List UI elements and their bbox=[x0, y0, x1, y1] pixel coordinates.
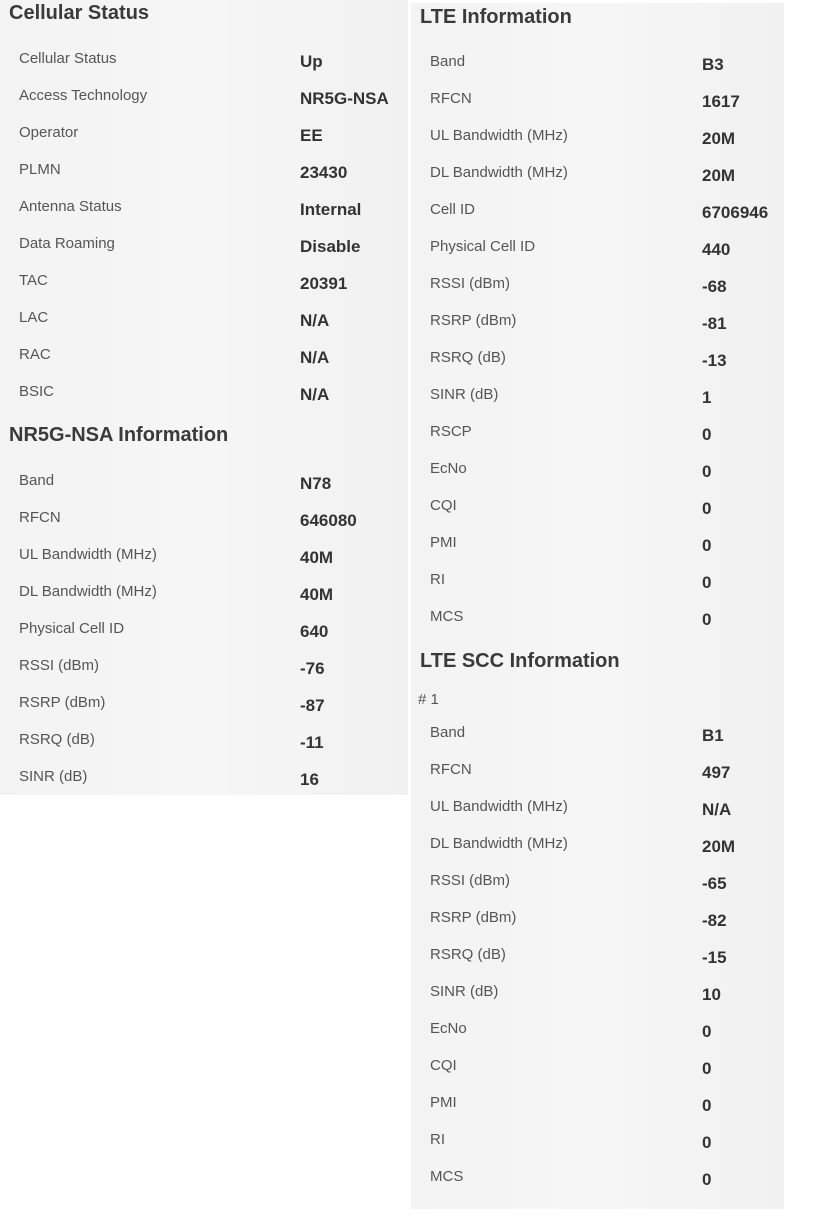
table-row bbox=[411, 983, 784, 1020]
table-row bbox=[0, 472, 408, 509]
row-value: 0 bbox=[702, 1096, 712, 1115]
row-value: Internal bbox=[300, 200, 362, 219]
row-label: UL Bandwidth (MHz) bbox=[19, 546, 157, 563]
table-row bbox=[411, 1057, 784, 1094]
row-label: RI bbox=[430, 571, 445, 588]
row-value: 16 bbox=[300, 770, 319, 789]
table-row bbox=[411, 164, 784, 201]
row-label: RSRQ (dB) bbox=[430, 946, 506, 963]
row-value: NR5G-NSA bbox=[300, 89, 389, 108]
row-value: -11 bbox=[300, 733, 324, 752]
row-value: 0 bbox=[702, 1059, 712, 1078]
table-row bbox=[411, 571, 784, 608]
row-value: Disable bbox=[300, 237, 361, 256]
table-row bbox=[0, 346, 408, 383]
row-label: Physical Cell ID bbox=[430, 238, 536, 255]
table-row bbox=[0, 87, 408, 124]
row-label: Access Technology bbox=[19, 87, 148, 104]
row-label: SINR (dB) bbox=[430, 983, 499, 1000]
row-value: 10 bbox=[702, 985, 721, 1004]
table-row bbox=[411, 312, 784, 349]
table-row bbox=[411, 608, 784, 645]
row-label: BSIC bbox=[19, 383, 55, 400]
row-label: RSSI (dBm) bbox=[430, 872, 511, 889]
table-row bbox=[411, 275, 784, 312]
row-label: TAC bbox=[19, 272, 48, 289]
row-label: Band bbox=[430, 53, 466, 70]
table-row bbox=[411, 946, 784, 983]
right-status-panel bbox=[411, 3, 784, 1209]
cellular-status-title: Cellular Status bbox=[9, 2, 150, 24]
row-label: Band bbox=[19, 472, 55, 489]
row-value: 1 bbox=[702, 388, 712, 407]
row-value: N/A bbox=[300, 311, 330, 330]
row-label: LAC bbox=[19, 309, 49, 326]
row-label: CQI bbox=[430, 1057, 457, 1074]
row-value: 20391 bbox=[300, 274, 348, 293]
row-value: 6706946 bbox=[702, 203, 769, 222]
row-value: N78 bbox=[300, 474, 332, 493]
row-label: RFCN bbox=[430, 90, 472, 107]
table-row bbox=[0, 198, 408, 235]
row-label: Cell ID bbox=[430, 201, 476, 218]
row-label: Antenna Status bbox=[19, 198, 122, 215]
row-value: 0 bbox=[702, 499, 712, 518]
row-label: Cellular Status bbox=[19, 50, 117, 67]
row-label: DL Bandwidth (MHz) bbox=[430, 164, 568, 181]
row-value: B3 bbox=[702, 55, 724, 74]
row-label: PMI bbox=[430, 534, 457, 551]
row-label: DL Bandwidth (MHz) bbox=[430, 835, 568, 852]
table-row bbox=[411, 534, 784, 571]
row-label: RSRP (dBm) bbox=[19, 694, 106, 711]
table-row bbox=[411, 909, 784, 946]
row-label: RSRP (dBm) bbox=[430, 909, 517, 926]
row-value: 640 bbox=[300, 622, 329, 641]
row-label: RFCN bbox=[19, 509, 61, 526]
table-row bbox=[411, 1168, 784, 1205]
table-row bbox=[411, 423, 784, 460]
row-label: UL Bandwidth (MHz) bbox=[430, 798, 568, 815]
table-row bbox=[0, 546, 408, 583]
row-value: 40M bbox=[300, 548, 334, 567]
row-value: -65 bbox=[702, 874, 727, 893]
table-row bbox=[411, 1020, 784, 1057]
row-label: SINR (dB) bbox=[430, 386, 499, 403]
row-label: EcNo bbox=[430, 460, 467, 477]
table-row bbox=[411, 386, 784, 423]
row-label: Physical Cell ID bbox=[19, 620, 125, 637]
table-row bbox=[411, 349, 784, 386]
row-value: N/A bbox=[300, 385, 330, 404]
row-value: -15 bbox=[702, 948, 727, 967]
row-label: EcNo bbox=[430, 1020, 467, 1037]
lte-info-title: LTE Information bbox=[420, 6, 572, 28]
row-value: -13 bbox=[702, 351, 727, 370]
table-row bbox=[0, 694, 408, 731]
row-value: -82 bbox=[702, 911, 727, 930]
table-row bbox=[0, 161, 408, 198]
table-row bbox=[0, 731, 408, 768]
row-value: 0 bbox=[702, 462, 712, 481]
row-value: 0 bbox=[702, 573, 712, 592]
table-row bbox=[0, 509, 408, 546]
table-row bbox=[0, 583, 408, 620]
row-value: 0 bbox=[702, 1170, 712, 1189]
row-value: 0 bbox=[702, 425, 712, 444]
row-label: UL Bandwidth (MHz) bbox=[430, 127, 568, 144]
row-value: 0 bbox=[702, 536, 712, 555]
table-row bbox=[411, 724, 784, 761]
table-row bbox=[411, 127, 784, 164]
row-label: SINR (dB) bbox=[19, 768, 88, 785]
table-row bbox=[411, 460, 784, 497]
left-status-panel bbox=[0, 0, 408, 795]
row-label: MCS bbox=[430, 608, 464, 625]
row-value: 0 bbox=[702, 1133, 712, 1152]
row-value: 0 bbox=[702, 610, 712, 629]
table-row bbox=[411, 872, 784, 909]
table-row bbox=[411, 835, 784, 872]
table-row bbox=[411, 201, 784, 238]
row-label: Data Roaming bbox=[19, 235, 115, 252]
row-value: 20M bbox=[702, 129, 736, 148]
table-row bbox=[0, 768, 408, 805]
row-value: 40M bbox=[300, 585, 334, 604]
row-value: 497 bbox=[702, 763, 731, 782]
row-label: PMI bbox=[430, 1094, 457, 1111]
scc-group-label: # 1 bbox=[418, 691, 439, 708]
table-row bbox=[411, 90, 784, 127]
row-value: B1 bbox=[702, 726, 724, 745]
lte-scc-title: LTE SCC Information bbox=[420, 650, 620, 672]
row-label: RSSI (dBm) bbox=[430, 275, 511, 292]
table-row bbox=[411, 53, 784, 90]
row-label: Operator bbox=[19, 124, 79, 141]
row-value: -68 bbox=[702, 277, 727, 296]
row-label: RSSI (dBm) bbox=[19, 657, 100, 674]
row-label: CQI bbox=[430, 497, 457, 514]
table-row bbox=[411, 1094, 784, 1131]
row-value: N/A bbox=[300, 348, 330, 367]
row-value: -76 bbox=[300, 659, 325, 678]
row-label: RAC bbox=[19, 346, 51, 363]
row-label: RFCN bbox=[430, 761, 472, 778]
row-label: RSRQ (dB) bbox=[19, 731, 95, 748]
table-row bbox=[411, 497, 784, 534]
row-value: EE bbox=[300, 126, 323, 145]
row-value: Up bbox=[300, 52, 323, 71]
row-label: RI bbox=[430, 1131, 445, 1148]
table-row bbox=[0, 309, 408, 346]
table-row bbox=[0, 272, 408, 309]
row-value: 440 bbox=[702, 240, 731, 259]
row-value: -87 bbox=[300, 696, 325, 715]
row-value: 1617 bbox=[702, 92, 740, 111]
table-row bbox=[0, 235, 408, 272]
table-row bbox=[411, 798, 784, 835]
nr5g-nsa-title: NR5G-NSA Information bbox=[9, 424, 229, 446]
row-label: MCS bbox=[430, 1168, 464, 1185]
table-row bbox=[411, 1131, 784, 1168]
table-row bbox=[0, 657, 408, 694]
row-value: 0 bbox=[702, 1022, 712, 1041]
table-row bbox=[0, 620, 408, 657]
row-value: -81 bbox=[702, 314, 727, 333]
table-row bbox=[0, 124, 408, 161]
row-value: N/A bbox=[702, 800, 732, 819]
row-label: RSCP bbox=[430, 423, 472, 440]
row-value: 646080 bbox=[300, 511, 357, 530]
row-label: Band bbox=[430, 724, 466, 741]
row-value: 20M bbox=[702, 837, 736, 856]
table-row bbox=[411, 238, 784, 275]
row-value: 23430 bbox=[300, 163, 348, 182]
table-row bbox=[0, 50, 408, 87]
row-label: DL Bandwidth (MHz) bbox=[19, 583, 157, 600]
table-row bbox=[411, 761, 784, 798]
row-label: RSRP (dBm) bbox=[430, 312, 517, 329]
row-label: PLMN bbox=[19, 161, 61, 178]
row-label: RSRQ (dB) bbox=[430, 349, 506, 366]
row-value: 20M bbox=[702, 166, 736, 185]
table-row bbox=[0, 383, 408, 420]
